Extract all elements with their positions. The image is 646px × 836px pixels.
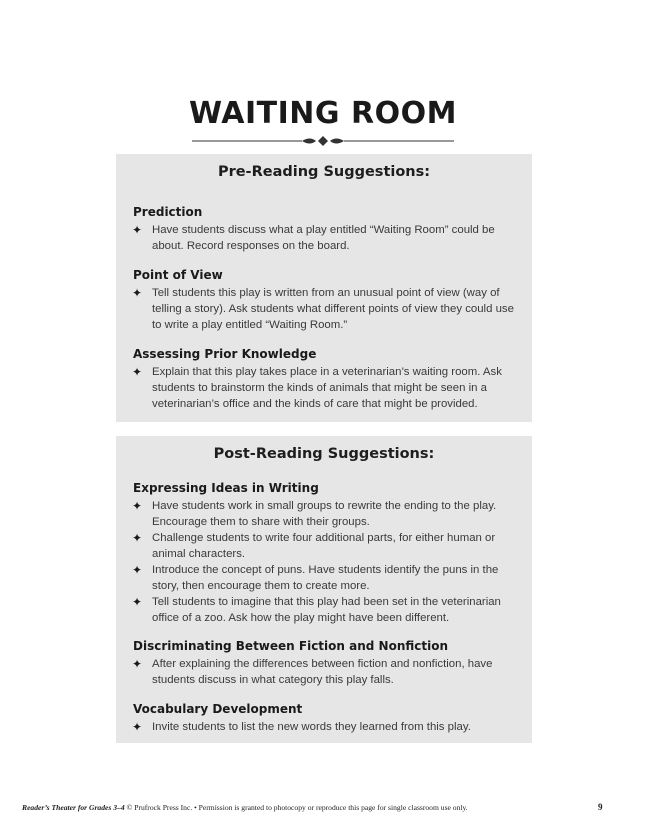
star-bullet-icon: ✦ [132, 563, 143, 577]
bullet-text: Challenge students to write four additional parts, for either human or animal characters. [152, 532, 496, 560]
star-bullet-icon: ✦ [132, 365, 143, 379]
pre-reading-panel [116, 154, 532, 422]
bullet-item [132, 562, 518, 594]
page-number: 9 [598, 802, 603, 812]
bullet-text: Explain that this play takes place in a veterinarian’s waiting room. Ask students to brainstorm the kinds of animals that might be seen in a veterinarian’s office and the kinds of care that might be provided. [152, 366, 502, 410]
star-bullet-icon: ✦ [132, 657, 143, 671]
section-vocabulary [132, 701, 518, 735]
bullet-text: Have students discuss what a play entitled “Waiting Room” could be about. Record responses on the board. [152, 224, 495, 252]
star-bullet-icon: ✦ [132, 286, 143, 300]
section-heading: Expressing Ideas in Writing [133, 481, 319, 495]
bullet-text: Invite students to list the new words they learned from this play. [152, 721, 471, 733]
bullet-item [132, 594, 518, 626]
page-title: WAITING ROOM [189, 96, 457, 131]
bullet-item [132, 364, 518, 412]
section-point-of-view [132, 267, 518, 333]
section-fiction-nonfiction [132, 638, 518, 688]
section-expressing-ideas [132, 480, 518, 626]
star-bullet-icon: ✦ [132, 595, 143, 609]
section-heading: Vocabulary Development [133, 702, 303, 716]
pre-reading-heading: Pre-Reading Suggestions: [217, 164, 431, 180]
section-prediction [132, 204, 518, 254]
star-bullet-icon: ✦ [132, 223, 143, 237]
bullet-item [132, 285, 518, 333]
bullet-text: Have students work in small groups to rewrite the ending to the play. Encourage them to share with their groups. [152, 500, 497, 528]
bullet-item [132, 498, 518, 530]
bullet-text: After explaining the differences between fiction and nonfiction, have students discuss in what category this play falls. [152, 658, 493, 686]
bullet-item [132, 222, 518, 254]
footer-copyright-notice: © Prufrock Press Inc. • Permission is granted to photocopy or reproduce this page for single classroom use only. [124, 803, 468, 812]
bullet-text: Tell students to imagine that this play had been set in the veterinarian office of a zoo. Ask how the play might have been different. [152, 596, 501, 624]
section-heading: Prediction [133, 205, 203, 219]
section-heading: Assessing Prior Knowledge [133, 347, 317, 361]
bullet-item [132, 719, 518, 735]
bullet-item [132, 530, 518, 562]
post-reading-panel [116, 436, 532, 743]
footer-book-title: Reader’s Theater for Grades 3–4 [22, 803, 125, 812]
bullet-item [132, 656, 518, 688]
section-heading: Point of View [133, 268, 223, 282]
star-bullet-icon: ✦ [132, 499, 143, 513]
title-ornament-divider [192, 134, 454, 148]
star-bullet-icon: ✦ [132, 531, 143, 545]
section-assessing-prior-knowledge [132, 346, 518, 412]
section-heading: Discriminating Between Fiction and Nonfiction [133, 639, 449, 653]
page-footer [22, 803, 622, 812]
bullet-text: Tell students this play is written from an unusual point of view (way of telling a story). Ask students what different points of view they could use to write a play entitled “Waiting Room.” [152, 287, 514, 331]
bullet-text: Introduce the concept of puns. Have students identify the puns in the story, then encourage them to create more. [152, 564, 499, 592]
star-bullet-icon: ✦ [132, 720, 143, 734]
post-reading-heading: Post-Reading Suggestions: [213, 446, 435, 462]
